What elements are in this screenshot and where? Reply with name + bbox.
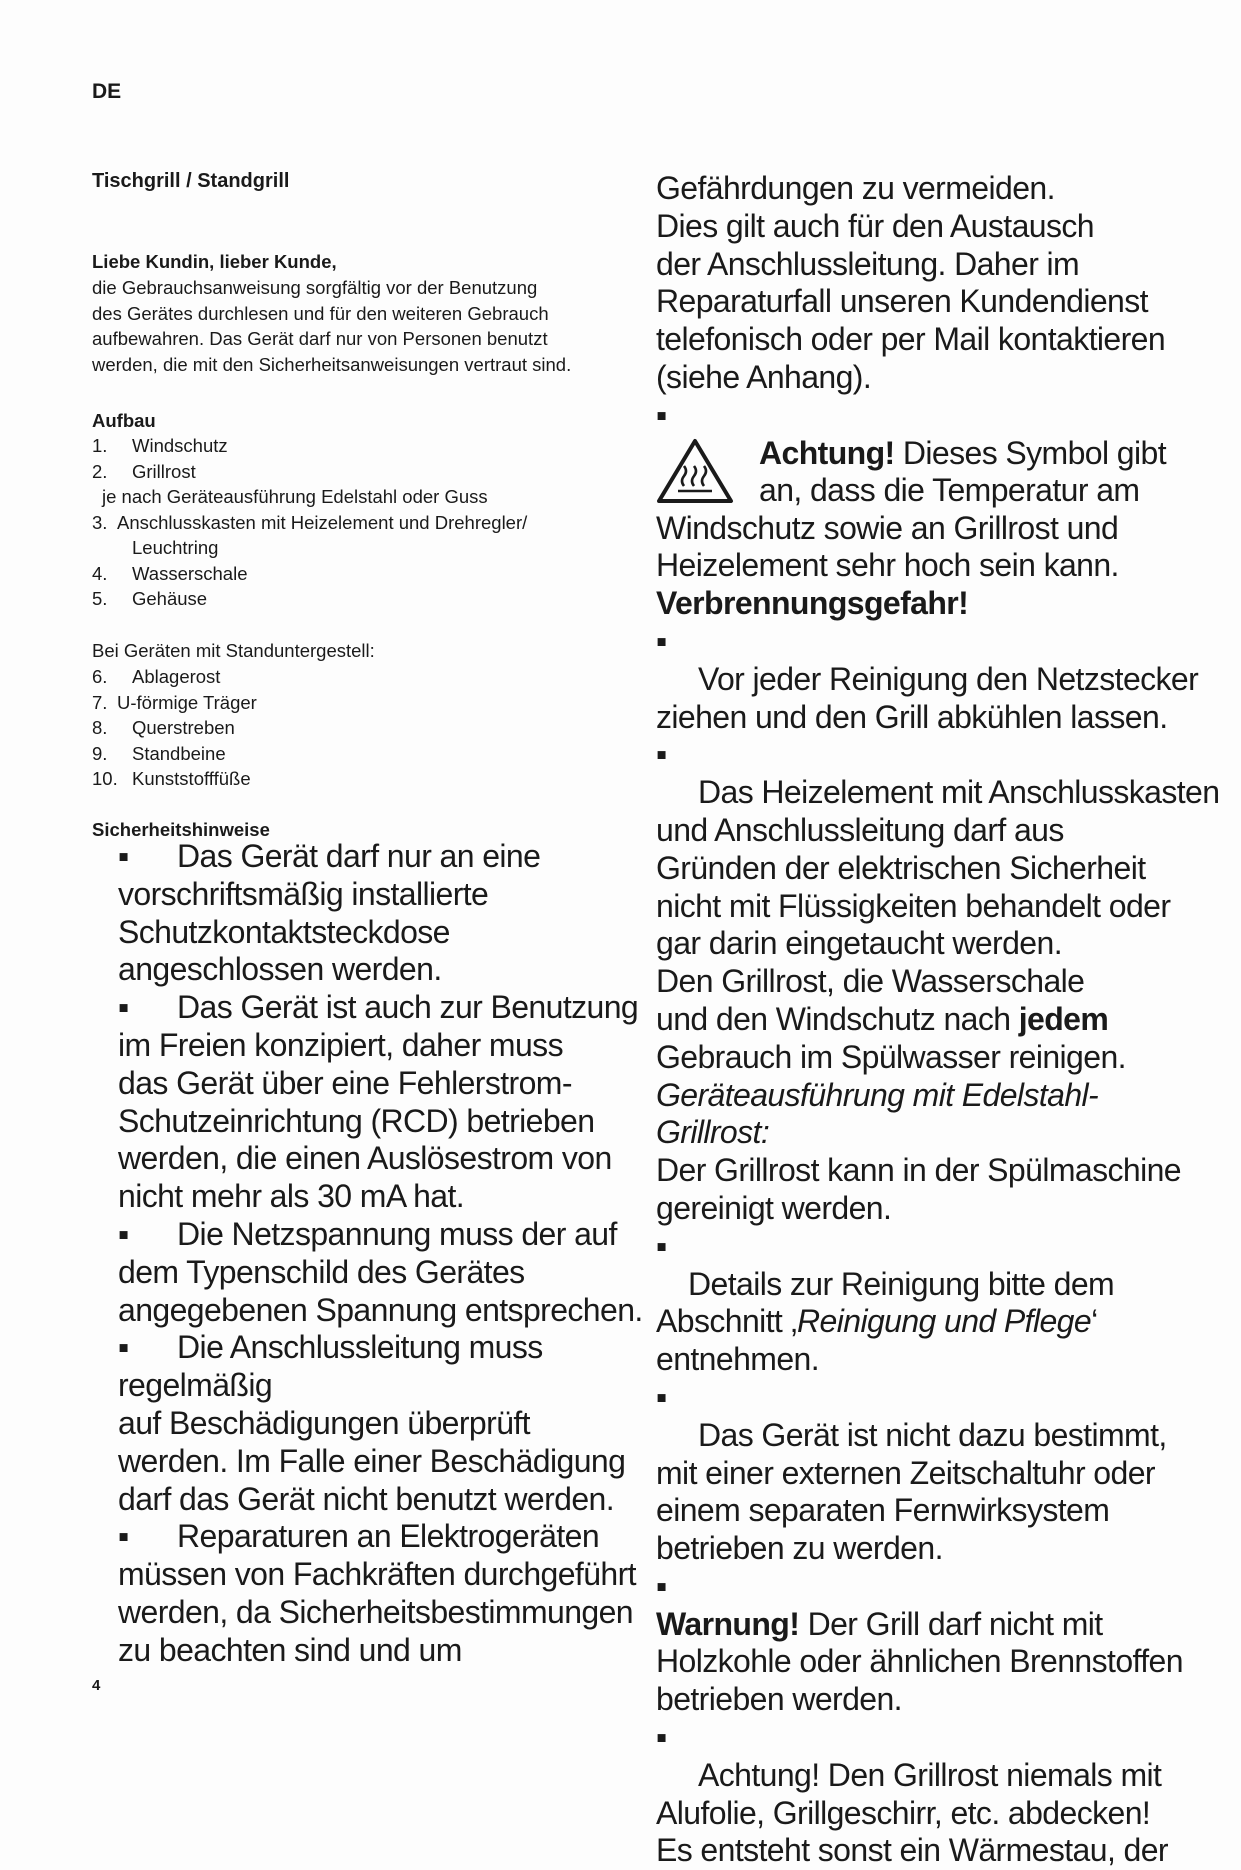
list-item	[92, 715, 257, 741]
text-line: Gründen der elektrischen Sicherheit	[656, 849, 1146, 886]
list-number: 4.	[92, 562, 108, 584]
list-text: Anschlusskasten mit Heizelement und Drehregler/	[117, 511, 528, 533]
emphasis-text: jedem	[1018, 1000, 1109, 1037]
aufbau-heading: Aufbau	[92, 410, 156, 431]
safety-list	[92, 838, 652, 1670]
list-text: Querstreben	[132, 717, 235, 738]
text-line: Details zur Reinigung bitte dem	[688, 1265, 1115, 1302]
safety-line: werden, da Sicherheitsbestimmungen	[118, 1593, 634, 1630]
text-line: mit einer externen Zeitschaltuhr oder	[656, 1454, 1155, 1491]
text-line: betrieben zu werden.	[656, 1530, 943, 1567]
safety-item	[92, 1329, 652, 1518]
details-item	[656, 1228, 1216, 1379]
text-line: Gebrauch im Spülwasser reinigen.	[656, 1038, 1126, 1075]
text-line	[656, 1001, 1216, 1039]
list-continuation	[92, 535, 527, 561]
italic-line: Geräteausführung mit Edelstahl-	[656, 1076, 1099, 1113]
bullet-icon: ▪	[118, 1215, 129, 1252]
safety-line: Schutzkontaktsteckdose	[118, 913, 450, 950]
list-item	[92, 690, 257, 716]
list-text: Kunststofffüße	[132, 768, 251, 789]
text-line: Reparaturfall unseren Kundendienst	[656, 283, 1148, 320]
text-line: Dies gilt auch für den Austausch	[656, 207, 1094, 244]
bullet-icon: ▪	[656, 622, 667, 659]
warning-line	[759, 435, 1166, 473]
text-span: Abschnitt ‚	[656, 1303, 798, 1340]
aufbau-list	[92, 433, 527, 612]
greeting: Liebe Kundin, lieber Kunde,	[92, 251, 337, 272]
list-item	[92, 766, 257, 792]
text-line: Gefährdungen zu vermeiden.	[656, 170, 1055, 206]
text-span: Der Grill darf nicht mit	[799, 1605, 1103, 1642]
stand-list	[92, 664, 257, 792]
document-title: Tischgrill / Standgrill	[92, 170, 290, 192]
achtung-item	[656, 1719, 1216, 1870]
safety-item	[92, 1518, 652, 1669]
list-text: Windschutz	[132, 435, 228, 456]
text-line: Das Heizelement mit Anschlusskasten	[698, 774, 1220, 811]
list-text: Grillrost	[132, 460, 196, 482]
safety-line: dem Typenschild des Gerätes	[118, 1253, 525, 1290]
burn-hazard-heading: Verbrennungsgefahr!	[656, 585, 969, 622]
text-line: Vor jeder Reinigung den Netzstecker	[698, 660, 1199, 697]
safety-line: zu beachten sind und um	[118, 1631, 462, 1668]
italic-line: Grillrost:	[656, 1114, 770, 1151]
list-item	[92, 586, 527, 612]
text-line: gereinigt werden.	[656, 1189, 892, 1226]
bullet-icon: ▪	[656, 1719, 667, 1756]
section-reference: Reinigung und Pflege	[797, 1303, 1092, 1340]
safety-line: auf Beschädigungen überprüft	[118, 1404, 530, 1441]
list-item	[92, 510, 527, 536]
text-line: Holzkohle oder ähnlichen Brennstoffen	[656, 1643, 1183, 1680]
bullet-icon: ▪	[118, 989, 129, 1026]
text-line: gar darin eingetaucht werden.	[656, 925, 1062, 962]
safety-line: Die Netzspannung muss der auf	[177, 1215, 617, 1252]
warning-label: Warnung!	[656, 1605, 800, 1642]
safety-line: Schutzeinrichtung (RCD) betrieben	[118, 1102, 595, 1139]
text-line: Der Grillrost kann in der Spülmaschine	[656, 1152, 1181, 1189]
safety-item	[92, 838, 652, 989]
bullet-icon: ▪	[118, 838, 129, 874]
text-line: nicht mit Flüssigkeiten behandelt oder	[656, 887, 1171, 924]
text-line: Den Grillrost, die Wasserschale	[656, 963, 1085, 1000]
warning-line: an, dass die Temperatur am	[759, 471, 1140, 508]
intro-line: die Gebrauchsanweisung sorgfältig vor der Benutzung	[92, 277, 538, 298]
safety-item	[92, 989, 652, 1216]
list-number: 10.	[92, 768, 118, 789]
timer-item	[656, 1379, 1216, 1568]
list-number: 7.	[92, 691, 108, 713]
text-line: entnehmen.	[656, 1341, 820, 1378]
text-line: (siehe Anhang).	[656, 358, 872, 395]
safety-line: vorschriftsmäßig installierte	[118, 875, 489, 912]
list-text: U-förmige Träger	[117, 691, 257, 713]
safety-line: Die Anschlussleitung muss regelmäßig	[118, 1329, 543, 1404]
text-span: ‘	[1091, 1303, 1098, 1340]
safety-line: angeschlossen werden.	[118, 951, 442, 988]
warning-label: Achtung!	[759, 434, 895, 471]
hot-surface-warning-icon	[656, 438, 734, 504]
list-number: 6.	[92, 666, 108, 687]
list-note	[92, 484, 527, 510]
safety-item	[92, 1216, 652, 1329]
list-item	[92, 433, 527, 459]
list-item	[92, 741, 257, 767]
safety-line: Das Gerät darf nur an eine	[177, 838, 541, 874]
list-number: 3.	[92, 511, 108, 533]
text-line: und Anschlussleitung darf aus	[656, 811, 1064, 848]
safety-line: werden. Im Falle einer Beschädigung	[118, 1442, 626, 1479]
text-line: einem separaten Fernwirksystem	[656, 1492, 1110, 1529]
bullet-icon: ▪	[656, 736, 667, 773]
bullet-icon: ▪	[656, 1567, 667, 1604]
list-item	[92, 561, 527, 587]
right-column	[656, 170, 1220, 1870]
list-number: 5.	[92, 588, 108, 609]
bullet-icon: ▪	[656, 1227, 667, 1264]
bullet-icon: ▪	[118, 1329, 129, 1366]
safety-line: müssen von Fachkräften durchgeführt	[118, 1556, 636, 1593]
text-line	[656, 1303, 1216, 1341]
text-line: betrieben werden.	[656, 1681, 902, 1718]
safety-line: darf das Gerät nicht benutzt werden.	[118, 1480, 615, 1517]
intro-line: des Gerätes durchlesen und für den weiteren Gebrauch	[92, 302, 549, 324]
warning-item	[656, 397, 1216, 623]
list-item	[92, 459, 527, 485]
list-number: 8.	[92, 717, 108, 738]
warning-text: Dieses Symbol gibt	[894, 434, 1166, 471]
safety-heading: Sicherheitshinweise	[92, 819, 270, 840]
text-line: Es entsteht sonst ein Wärmestau, der	[656, 1832, 1168, 1869]
list-text: Gehäuse	[132, 588, 208, 609]
list-number: 9.	[92, 742, 108, 764]
safety-line: im Freien konzipiert, daher muss	[118, 1026, 563, 1063]
safety-line: werden, die einen Auslösestrom von	[118, 1140, 612, 1177]
safety-line: nicht mehr als 30 mA hat.	[118, 1178, 465, 1215]
stand-intro: Bei Geräten mit Standuntergestell:	[92, 640, 375, 661]
bullet-icon: ▪	[656, 1378, 667, 1415]
text-line: Windschutz sowie an Grillrost und	[656, 509, 1119, 546]
list-item	[92, 664, 257, 690]
warning-block	[656, 435, 1216, 510]
text-line	[656, 1606, 1216, 1644]
intro-paragraph	[92, 275, 652, 377]
list-text: Leuchtring	[132, 537, 219, 558]
text-line: telefonisch oder per Mail kontaktieren	[656, 321, 1166, 358]
list-number: 2.	[92, 460, 108, 482]
language-code: DE	[92, 80, 122, 103]
text-line: der Anschlussleitung. Daher im	[656, 245, 1080, 282]
text-span: und den Windschutz nach	[656, 1000, 1019, 1037]
text-line: Alufolie, Grillgeschirr, etc. abdecken!	[656, 1794, 1151, 1831]
bullet-icon: ▪	[118, 1518, 129, 1555]
safety-line: Das Gerät ist auch zur Benutzung	[177, 989, 639, 1026]
list-number: 1.	[92, 435, 108, 456]
cleaning-item	[656, 623, 1216, 736]
intro-line: werden, die mit den Sicherheitsanweisungen vertraut sind.	[92, 353, 572, 375]
text-line: Achtung! Den Grillrost niemals mit	[698, 1756, 1162, 1793]
text-line: Heizelement sehr hoch sein kann.	[656, 547, 1119, 584]
safety-line: angegebenen Spannung entsprechen.	[118, 1291, 643, 1328]
list-text: Standbeine	[132, 742, 226, 764]
text-line: ziehen und den Grill abkühlen lassen.	[656, 698, 1168, 735]
safety-line: Reparaturen an Elektrogeräten	[177, 1518, 600, 1555]
text-line: Das Gerät ist nicht dazu bestimmt,	[698, 1416, 1167, 1453]
cleaning-item	[656, 736, 1220, 1227]
list-text: Wasserschale	[132, 562, 248, 584]
bullet-icon: ▪	[656, 396, 667, 433]
warnung-item	[656, 1568, 1216, 1719]
intro-line: aufbewahren. Das Gerät darf nur von Personen benutzt	[92, 328, 548, 349]
list-text: je nach Geräteausführung Edelstahl oder Guss	[102, 486, 488, 507]
page-number: 4	[92, 1677, 101, 1694]
safety-line: das Gerät über eine Fehlerstrom-	[118, 1064, 572, 1101]
list-text: Ablagerost	[132, 666, 221, 687]
